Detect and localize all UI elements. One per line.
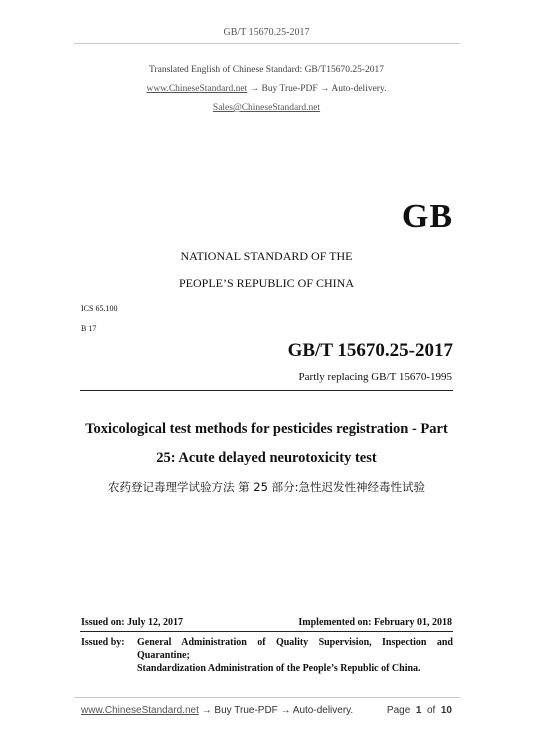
footer-divider [74,697,460,698]
page-total: 10 [440,705,452,716]
footer-buy-text: Buy True-PDF [214,705,278,716]
dates-divider [80,631,453,632]
running-header: GB/T 15670.25-2017 [223,27,310,38]
issued-on: Issued on: July 12, 2017 [81,617,183,628]
page-label: Page [386,705,411,716]
page-current: 1 [415,705,422,716]
auto-delivery-text: Auto-delivery. [331,84,387,94]
chinese-title: 农药登记毒理学试验方法 第 25 部分:急性迟发性神经毒性试验 [108,480,425,494]
title-line1: Toxicological test methods for pesticides registration - Part [85,421,448,437]
standard-divider [80,390,453,391]
ics-code: ICS 65.100 [81,304,118,313]
page-indicator [387,705,452,716]
email-line [0,103,533,113]
email-link[interactable]: Sales@ChineseStandard.net [212,103,321,113]
issued-by-label: Issued by: [81,637,125,648]
site-link[interactable]: www.ChineseStandard.net [146,84,248,94]
footer-site-link[interactable]: www.ChineseStandard.net [81,705,199,716]
footer-purchase-line [81,705,353,716]
page-of: of [426,705,436,716]
gb-mark: GB [401,198,453,235]
title-line2: 25: Acute delayed neurotoxicity test [156,450,377,466]
footer-auto-text: Auto-delivery. [292,705,354,716]
buy-pdf-text: Buy True-PDF [261,84,318,94]
arrow-icon: → [280,705,291,716]
ccs-code: B 17 [81,324,97,333]
arrow-icon: → [249,84,260,94]
arrow-icon: → [201,705,212,716]
issued-by-line3: Standardization Administration of the People’s Republic of China. [137,663,421,674]
national-standard-line1: NATIONAL STANDARD OF THE [180,249,353,263]
issued-by-line2: Quarantine; [137,650,190,661]
national-standard-line2: PEOPLE’S REPUBLIC OF CHINA [178,276,355,290]
replacing-note: Partly replacing GB/T 15670-1995 [298,371,452,383]
standard-number: GB/T 15670.25-2017 [287,340,453,361]
purchase-line [0,84,533,94]
issued-by-line1: General Administration of Quality Supervision, Inspection and [137,637,453,648]
arrow-icon: → [320,84,330,94]
translation-notice: Translated English of Chinese Standard: GB/T15670.25-2017 [148,65,385,75]
header-divider [74,43,460,44]
issued-by-block [81,636,453,675]
implemented-on: Implemented on: February 01, 2018 [298,617,452,628]
